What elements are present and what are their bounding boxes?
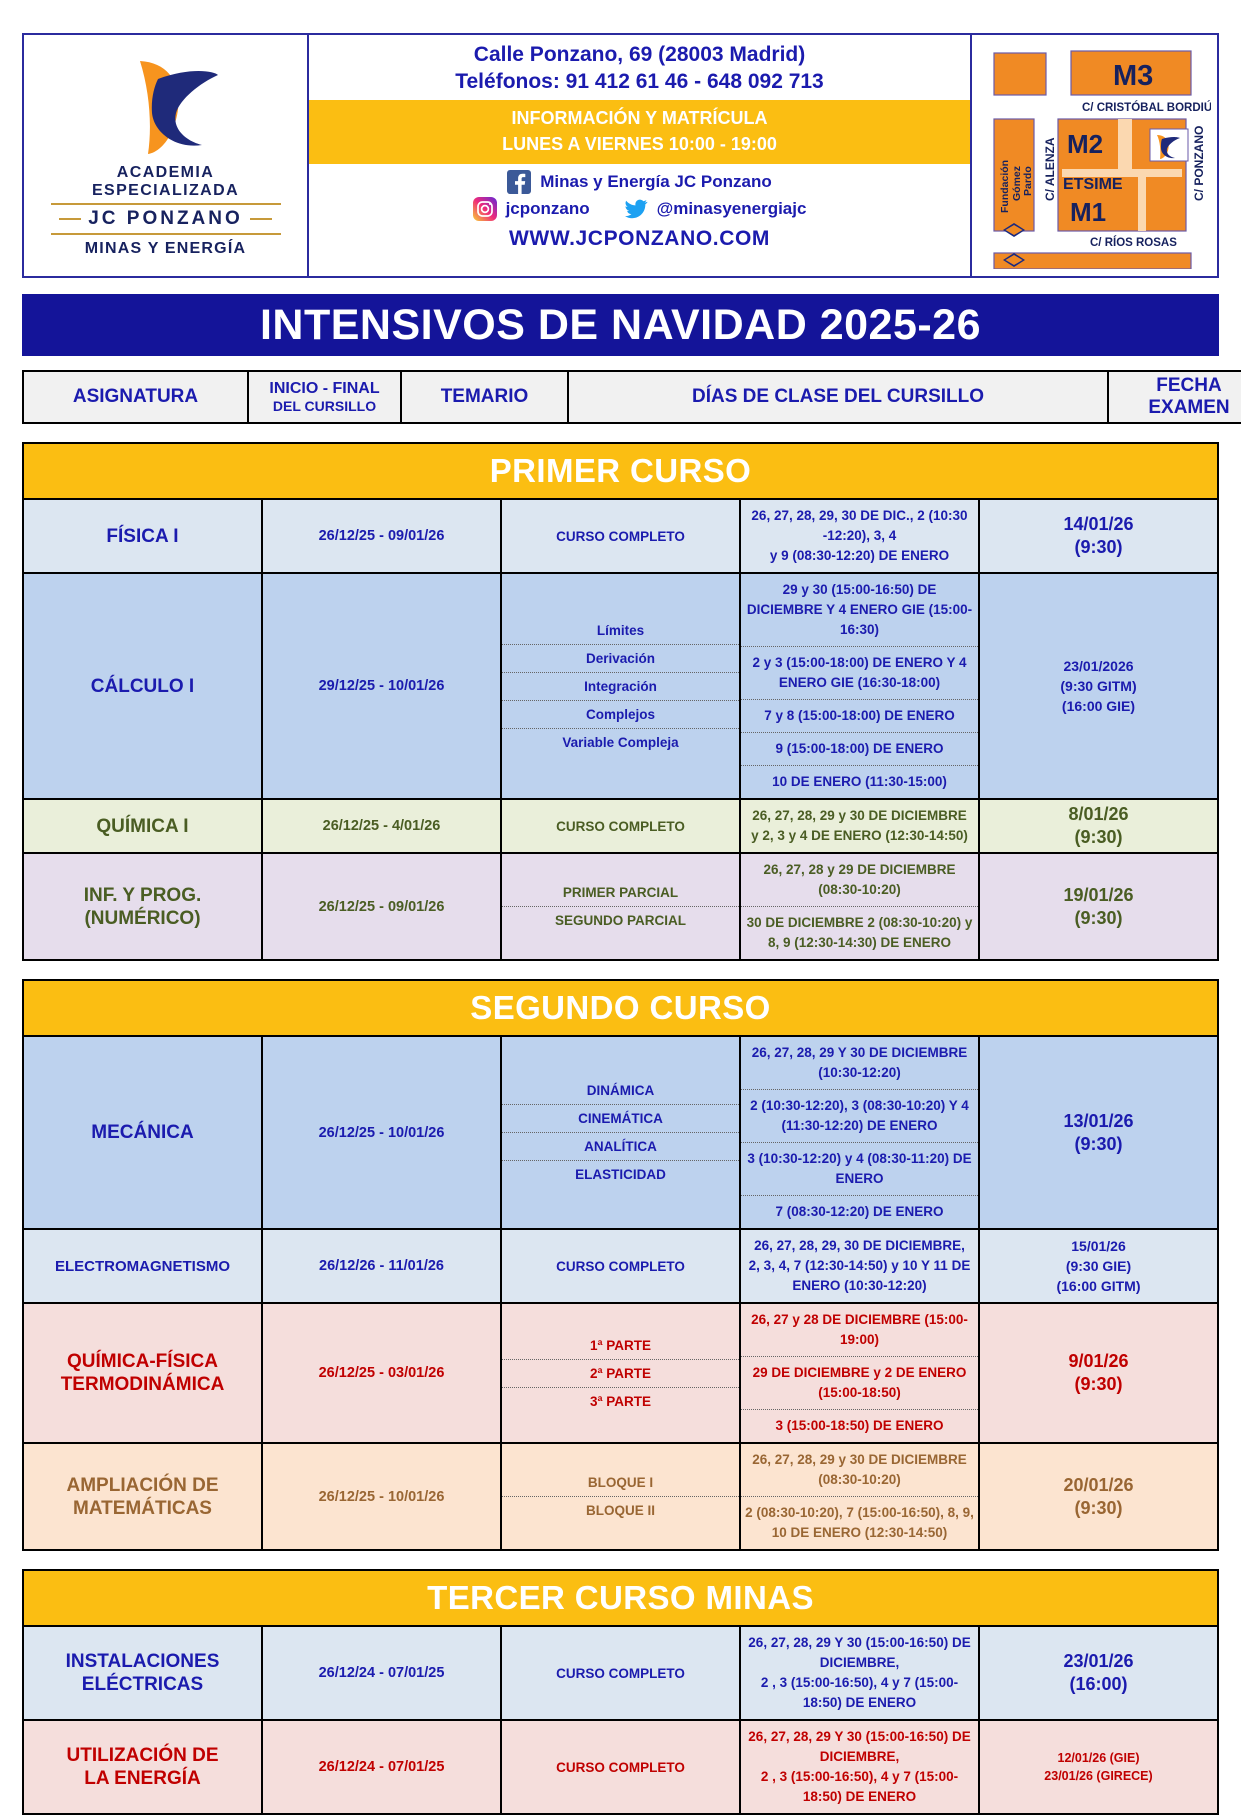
- svg-text:C/ CRISTÓBAL BORDIÚ: C/ CRISTÓBAL BORDIÚ: [1082, 102, 1211, 114]
- course-topic-label: 1ª PARTE: [502, 1332, 739, 1360]
- col-header-examen: EXAMEN: [1148, 397, 1230, 418]
- section-band-label: TERCER CURSO MINAS: [23, 1570, 1218, 1626]
- map-graphic: [978, 41, 1211, 269]
- course-date-range: 26/12/25 - 09/01/26: [262, 853, 501, 960]
- course-row: [23, 799, 1218, 853]
- course-row: [23, 1036, 1218, 1229]
- logo-jc-text: JC PONZANO: [88, 208, 243, 229]
- course-section-table: [22, 1569, 1219, 1815]
- svg-text:M3: M3: [1113, 60, 1154, 92]
- course-topic-cell: [501, 1626, 740, 1720]
- course-topic-cell: [501, 853, 740, 960]
- course-days-text: 3 (10:30-12:20) y 4 (08:30-11:20) DE ENERO: [741, 1143, 978, 1196]
- course-topic-label: CINEMÁTICA: [502, 1105, 739, 1133]
- facebook-icon: [507, 170, 531, 194]
- phones-text: Teléfonos: 91 412 61 46 - 648 092 713: [455, 70, 824, 93]
- course-days-cell: [740, 1303, 979, 1443]
- course-topic-label: CURSO COMPLETO: [556, 528, 685, 544]
- table-column-headers: [22, 370, 1241, 424]
- course-topic-label: ANALÍTICA: [502, 1133, 739, 1161]
- course-days-cell: [740, 1626, 979, 1720]
- course-exam-date: 14/01/26 (9:30): [979, 499, 1218, 573]
- course-topic-cell: [501, 1720, 740, 1814]
- logo-dash-right: [250, 218, 272, 220]
- course-days-text: 26, 27, 28, 29, 30 DE DIC., 2 (10:30 -12:20), 3, 4 y 9 (08:30-12:20) DE ENERO: [751, 508, 968, 563]
- header-row: [23, 371, 1241, 423]
- course-subject-name: QUÍMICA-FÍSICA TERMODINÁMICA: [23, 1303, 262, 1443]
- course-topic-label: CURSO COMPLETO: [556, 1258, 685, 1274]
- course-subject-name: FÍSICA I: [23, 499, 262, 573]
- facebook-handle: Minas y Energía JC Ponzano: [540, 172, 772, 191]
- course-row: [23, 499, 1218, 573]
- course-exam-date: 12/01/26 (GIE) 23/01/26 (GIRECE): [979, 1720, 1218, 1814]
- course-date-range: 26/12/25 - 10/01/26: [262, 1443, 501, 1550]
- course-row: [23, 1229, 1218, 1303]
- course-days-text: 26, 27, 28, 29 Y 30 (15:00-16:50) DE DICIEMBRE, 2 , 3 (15:00-16:50), 4 y 7 (15:00- 18:50) DE ENERO: [748, 1729, 971, 1804]
- svg-text:C/ PONZANO: C/ PONZANO: [1192, 125, 1206, 201]
- course-days-text: 7 (08:30-12:20) DE ENERO: [775, 1204, 944, 1219]
- instagram-twitter-row[interactable]: [473, 197, 807, 221]
- jc-ponzano-logo-icon: [106, 53, 226, 161]
- course-subject-name: ELECTROMAGNETISMO: [23, 1229, 262, 1303]
- course-topic-label: ELASTICIDAD: [575, 1167, 666, 1182]
- course-date-range: 26/12/25 - 4/01/26: [262, 799, 501, 853]
- col-header-inicio-main: INICIO - FINAL: [269, 380, 380, 397]
- course-days-text: 29 DE DICIEMBRE y 2 DE ENERO (15:00-18:50): [741, 1357, 978, 1410]
- course-topic-cell: [501, 499, 740, 573]
- course-topic-label: PRIMER PARCIAL: [502, 879, 739, 907]
- course-topic-cell: [501, 1303, 740, 1443]
- svg-text:C/ RÍOS ROSAS: C/ RÍOS ROSAS: [1090, 237, 1177, 249]
- course-subject-name: CÁLCULO I: [23, 573, 262, 799]
- course-date-range: 26/12/24 - 07/01/25: [262, 1720, 501, 1814]
- course-subject-name: AMPLIACIÓN DE MATEMÁTICAS: [23, 1443, 262, 1550]
- course-topic-label: Variable Compleja: [562, 734, 679, 750]
- section-band: [23, 443, 1218, 499]
- logo-academia-line: ACADEMIA ESPECIALIZADA: [91, 164, 240, 199]
- col-header-asignatura: ASIGNATURA: [23, 371, 248, 423]
- course-date-range: 26/12/26 - 11/01/26: [262, 1229, 501, 1303]
- course-days-cell: [740, 573, 979, 799]
- course-date-range: 26/12/24 - 07/01/25: [262, 1626, 501, 1720]
- course-days-cell: [740, 1443, 979, 1550]
- course-topic-label: 3ª PARTE: [589, 1393, 651, 1409]
- hours-value: LUNES A VIERNES 10:00 - 19:00: [502, 134, 777, 154]
- website-url[interactable]: WWW.JCPONZANO.COM: [508, 227, 770, 250]
- course-days-text: 30 DE DICIEMBRE 2 (08:30-10:20) y 8, 9 (12:30-14:30) DE ENERO: [746, 915, 973, 950]
- course-topic-label: CURSO COMPLETO: [556, 1665, 685, 1681]
- course-subject-name: INF. Y PROG. (NUMÉRICO): [23, 853, 262, 960]
- twitter-icon: [624, 197, 648, 221]
- instagram-handle: jcponzano: [505, 199, 590, 218]
- course-row: [23, 1626, 1218, 1720]
- course-days-text: 26, 27, 28, 29, 30 DE DICIEMBRE, 2, 3, 4, 7 (12:30-14:50) y 10 Y 11 DE ENERO (10:30-12:20): [748, 1238, 971, 1293]
- course-days-text: 26, 27 y 28 DE DICIEMBRE (15:00-19:00): [741, 1304, 978, 1357]
- svg-text:ETSIME: ETSIME: [1063, 176, 1123, 193]
- course-days-cell: [740, 499, 979, 573]
- facebook-row[interactable]: [507, 170, 771, 194]
- course-days-text: 26, 27, 28, 29 y 30 DE DICIEMBRE y 2, 3 y 4 DE ENERO (12:30-14:50): [751, 808, 968, 843]
- svg-text:Fundación: Fundación: [999, 159, 1011, 213]
- course-date-range: 29/12/25 - 10/01/26: [262, 573, 501, 799]
- course-exam-date: 20/01/26 (9:30): [979, 1443, 1218, 1550]
- course-exam-date: 23/01/26 (16:00): [979, 1626, 1218, 1720]
- course-days-text: 2 (10:30-12:20), 3 (08:30-10:20) Y 4 (11:30-12:20) DE ENERO: [741, 1090, 978, 1143]
- course-topic-label: Integración: [502, 672, 739, 700]
- course-row: [23, 853, 1218, 960]
- course-date-range: 26/12/25 - 10/01/26: [262, 1036, 501, 1229]
- course-topic-cell: [501, 799, 740, 853]
- svg-text:C/ ALENZA: C/ ALENZA: [1043, 137, 1057, 201]
- logo-divider-bottom: [51, 233, 281, 235]
- contact-block: [309, 35, 972, 276]
- col-header-dias: DÍAS DE CLASE DEL CURSILLO: [568, 371, 1108, 423]
- course-topic-label: Complejos: [502, 700, 739, 728]
- hours-title: INFORMACIÓN Y MATRÍCULA: [511, 108, 768, 128]
- course-days-text: 29 y 30 (15:00-16:50) DE DICIEMBRE Y 4 ENERO GIE (15:00-16:30): [741, 574, 978, 647]
- course-days-text: 10 DE ENERO (11:30-15:00): [772, 774, 947, 789]
- course-sections: [22, 442, 1219, 1815]
- instagram-icon: [473, 197, 497, 221]
- course-topic-cell: [501, 573, 740, 799]
- course-section-table: [22, 979, 1219, 1551]
- course-days-cell: [740, 1229, 979, 1303]
- office-hours-band: [309, 100, 970, 164]
- svg-text:M2: M2: [1067, 129, 1104, 159]
- twitter-handle: @minasyenergiajc: [656, 199, 807, 218]
- flyer-page: [0, 33, 1241, 1804]
- logo-minas-energia-text: MINAS Y ENERGÍA: [84, 240, 247, 257]
- course-days-text: 7 y 8 (15:00-18:00) DE ENERO: [741, 700, 978, 733]
- course-days-text: 3 (15:00-18:50) DE ENERO: [775, 1418, 944, 1433]
- col-header-fecha: FECHA: [1156, 375, 1222, 396]
- course-topic-label: BLOQUE I: [502, 1469, 739, 1497]
- course-date-range: 26/12/25 - 03/01/26: [262, 1303, 501, 1443]
- section-band: [23, 980, 1218, 1036]
- course-exam-date: 23/01/2026 (9:30 GITM) (16:00 GIE): [979, 573, 1218, 799]
- course-topic-cell: [501, 1036, 740, 1229]
- course-topic-label: 2ª PARTE: [502, 1359, 739, 1387]
- course-exam-date: 19/01/26 (9:30): [979, 853, 1218, 960]
- course-row: [23, 1443, 1218, 1550]
- academy-logo-block: [24, 35, 309, 276]
- course-topic-label: SEGUNDO PARCIAL: [554, 913, 686, 928]
- col-header-temario: TEMARIO: [401, 371, 568, 423]
- svg-text:M1: M1: [1070, 197, 1107, 227]
- course-subject-name: INSTALACIONES ELÉCTRICAS: [23, 1626, 262, 1720]
- logo-dash-left: [59, 218, 81, 220]
- page-title: INTENSIVOS DE NAVIDAD 2025-26: [259, 300, 982, 349]
- section-band: [23, 1570, 1218, 1626]
- section-band-label: PRIMER CURSO: [23, 443, 1218, 499]
- header: [22, 33, 1219, 278]
- col-header-inicio-sub: DEL CURSILLO: [272, 398, 377, 414]
- section-band-label: SEGUNDO CURSO: [23, 980, 1218, 1036]
- course-row: [23, 1720, 1218, 1814]
- course-days-text: 26, 27, 28, 29 y 30 DE DICIEMBRE (08:30-10:20): [741, 1444, 978, 1497]
- course-subject-name: QUÍMICA I: [23, 799, 262, 853]
- course-days-text: 2 (08:30-10:20), 7 (15:00-16:50), 8, 9, 10 DE ENERO (12:30-14:50): [745, 1505, 974, 1540]
- course-days-text: 26, 27, 28, 29 Y 30 DE DICIEMBRE (10:30-12:20): [741, 1037, 978, 1090]
- course-topic-cell: [501, 1443, 740, 1550]
- svg-text:Gómez: Gómez: [1011, 165, 1023, 201]
- course-row: [23, 1303, 1218, 1443]
- course-days-text: 9 (15:00-18:00) DE ENERO: [741, 733, 978, 766]
- course-days-text: 2 y 3 (15:00-18:00) DE ENERO Y 4 ENERO GIE (16:30-18:00): [741, 647, 978, 700]
- social-links: [309, 164, 970, 251]
- course-topic-label: CURSO COMPLETO: [556, 818, 685, 834]
- course-days-cell: [740, 799, 979, 853]
- course-exam-date: 15/01/26 (9:30 GIE) (16:00 GITM): [979, 1229, 1218, 1303]
- course-exam-date: 8/01/26 (9:30): [979, 799, 1218, 853]
- course-days-cell: [740, 853, 979, 960]
- address-text: Calle Ponzano, 69 (28003 Madrid): [473, 43, 806, 66]
- col-header-inicio-final: [248, 371, 401, 423]
- logo-divider-top: [51, 203, 281, 205]
- course-exam-date: 13/01/26 (9:30): [979, 1036, 1218, 1229]
- course-subject-name: UTILIZACIÓN DE LA ENERGÍA: [23, 1720, 262, 1814]
- svg-text:Pardo: Pardo: [1022, 166, 1034, 196]
- course-subject-name: MECÁNICA: [23, 1036, 262, 1229]
- course-topic-label: Límites: [502, 617, 739, 645]
- course-days-cell: [740, 1720, 979, 1814]
- col-header-fecha-examen: [1108, 371, 1241, 423]
- course-topic-label: BLOQUE II: [585, 1503, 655, 1518]
- course-topic-cell: [501, 1229, 740, 1303]
- course-row: [23, 573, 1218, 799]
- course-days-text: 26, 27, 28 y 29 DE DICIEMBRE (08:30-10:20): [741, 854, 978, 907]
- course-exam-date: 9/01/26 (9:30): [979, 1303, 1218, 1443]
- course-topic-label: CURSO COMPLETO: [556, 1759, 685, 1775]
- logo-jc-ponzano-line: [59, 208, 272, 230]
- course-section-table: [22, 442, 1219, 961]
- page-title-bar: [22, 294, 1219, 356]
- course-topic-label: DINÁMICA: [502, 1077, 739, 1105]
- course-days-cell: [740, 1036, 979, 1229]
- location-map: [972, 35, 1217, 276]
- course-date-range: 26/12/25 - 09/01/26: [262, 499, 501, 573]
- course-days-text: 26, 27, 28, 29 Y 30 (15:00-16:50) DE DICIEMBRE, 2 , 3 (15:00-16:50), 4 y 7 (15:00- 18:50) DE ENERO: [748, 1635, 971, 1710]
- course-topic-label: Derivación: [502, 644, 739, 672]
